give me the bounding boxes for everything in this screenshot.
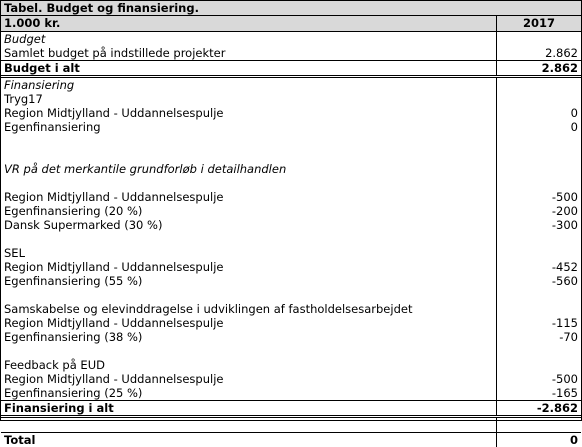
spacer-row — [1, 418, 581, 433]
feedback-line2-label: Egenfinansiering (25 %) — [1, 386, 497, 400]
header-row — [1, 16, 581, 32]
sel-line1-label: Region Midtjylland - Uddannelsespulje — [1, 260, 497, 274]
sel-line1-value: -452 — [551, 260, 578, 274]
empty-cell — [497, 32, 581, 46]
spacer-row — [1, 176, 581, 190]
budget-line-label: Samlet budget på indstillede projekter — [1, 46, 497, 60]
empty-cell — [497, 78, 581, 92]
tryg-line1-label: Region Midtjylland - Uddannelsespulje — [1, 106, 497, 120]
vr-line3-row — [1, 218, 581, 232]
vr-line2-value: -200 — [551, 204, 578, 218]
samskabelse-line2-label: Egenfinansiering (38 %) — [1, 330, 497, 344]
feedback-line2-row — [1, 386, 581, 401]
tryg-line1-row — [1, 106, 581, 120]
sel-heading: SEL — [1, 246, 497, 260]
sel-line1-row — [1, 260, 581, 274]
spacer-row — [1, 148, 581, 162]
feedback-line2-value: -165 — [551, 386, 578, 400]
feedback-heading-row — [1, 358, 581, 372]
financing-total-label: Finansiering i alt — [1, 401, 497, 415]
vr-line1-row — [1, 190, 581, 204]
tryg-line2-label: Egenfinansiering — [1, 120, 497, 134]
feedback-heading: Feedback på EUD — [1, 358, 497, 372]
tryg-line2-value: 0 — [570, 120, 578, 134]
budget-section-label: Budget — [1, 32, 497, 46]
table-title: Tabel. Budget og finansiering. — [1, 1, 581, 16]
samskabelse-line2-value: -70 — [559, 330, 578, 344]
budget-section-row — [1, 32, 581, 46]
spacer-row — [1, 344, 581, 358]
samskabelse-line1-label: Region Midtjylland - Uddannelsespulje — [1, 316, 497, 330]
samskabelse-line2-row — [1, 330, 581, 344]
vr-heading-row — [1, 162, 581, 176]
grand-total-value: 0 — [569, 433, 578, 447]
vr-line2-label: Egenfinansiering (20 %) — [1, 204, 497, 218]
tryg-line1-value: 0 — [570, 106, 578, 120]
vr-line3-label: Dansk Supermarked (30 %) — [1, 218, 497, 232]
financing-section-row — [1, 78, 581, 92]
financing-total-row — [1, 401, 581, 418]
empty-cell — [497, 302, 581, 316]
spacer-row — [1, 134, 581, 148]
financing-total-value: -2.862 — [536, 401, 578, 415]
feedback-line1-label: Region Midtjylland - Uddannelsespulje — [1, 372, 497, 386]
tryg-heading: Tryg17 — [1, 92, 497, 106]
empty-cell — [497, 162, 581, 176]
vr-line1-value: -500 — [551, 190, 578, 204]
vr-line1-label: Region Midtjylland - Uddannelsespulje — [1, 190, 497, 204]
vr-heading: VR på det merkantile grundforløb i detailhandlen — [1, 162, 497, 176]
budget-line-row — [1, 46, 581, 61]
budget-line-value: 2.862 — [545, 46, 578, 60]
tryg-heading-row — [1, 92, 581, 106]
feedback-line1-value: -500 — [551, 372, 578, 386]
grand-total-row — [1, 433, 581, 447]
tryg-line2-row — [1, 120, 581, 134]
financing-section-label: Finansiering — [1, 78, 497, 92]
grand-total-label: Total — [1, 433, 497, 447]
sel-line2-row — [1, 274, 581, 288]
empty-cell — [497, 358, 581, 372]
vr-line3-value: -300 — [551, 218, 578, 232]
budget-total-label: Budget i alt — [1, 61, 497, 75]
sel-line2-label: Egenfinansiering (55 %) — [1, 274, 497, 288]
year-header: 2017 — [522, 16, 555, 30]
samskabelse-line1-value: -115 — [551, 316, 578, 330]
budget-total-value: 2.862 — [541, 61, 578, 75]
unit-header: 1.000 kr. — [1, 16, 497, 31]
sel-line2-value: -560 — [551, 274, 578, 288]
samskabelse-heading: Samskabelse og elevinddragelse i udviklingen af fastholdelsesarbejdet — [1, 302, 497, 316]
feedback-line1-row — [1, 372, 581, 386]
budget-total-row — [1, 61, 581, 78]
empty-cell — [497, 92, 581, 106]
spacer-row — [1, 232, 581, 246]
samskabelse-line1-row — [1, 316, 581, 330]
sel-heading-row — [1, 246, 581, 260]
empty-cell — [497, 246, 581, 260]
vr-line2-row — [1, 204, 581, 218]
spacer-row — [1, 288, 581, 302]
samskabelse-heading-row — [1, 302, 581, 316]
